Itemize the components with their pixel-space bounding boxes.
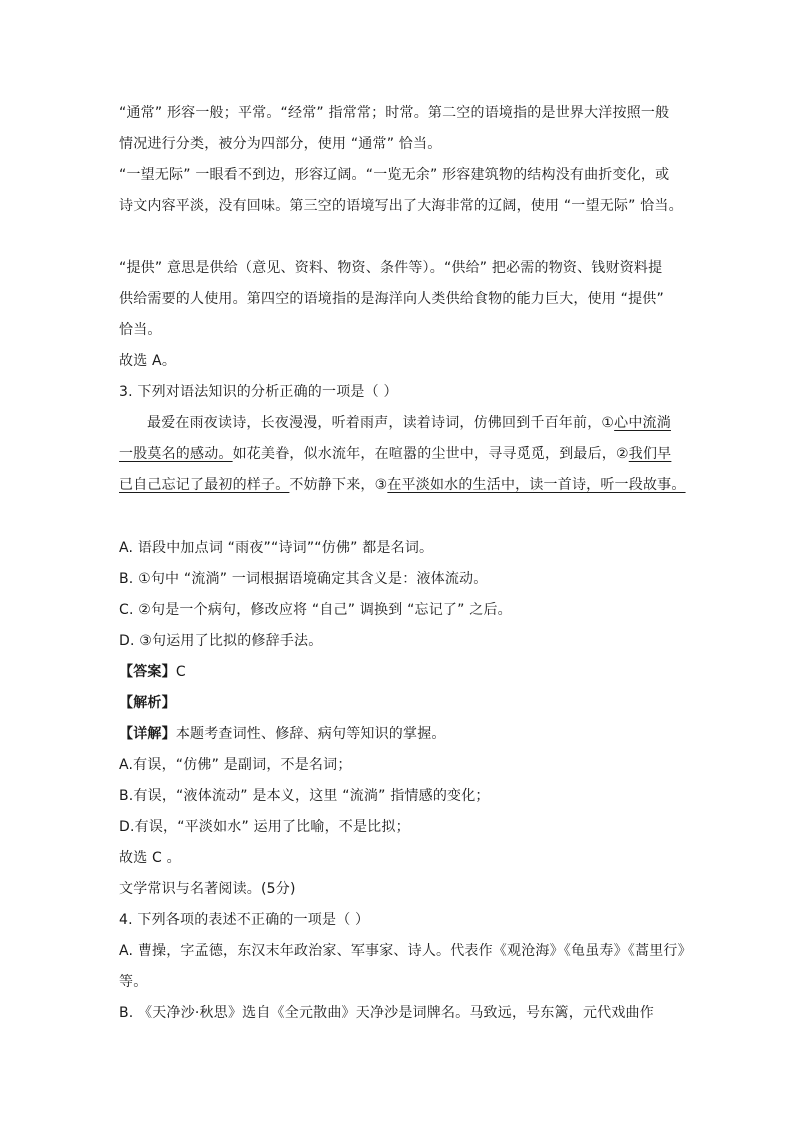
- explanation-line-1: “通常” 形容一般；平常。“经常” 指常常；时常。第二空的语境指的是世界大洋按照一般: [119, 105, 670, 121]
- explanation-line-5: “提供” 意思是供给（意见、资料、物资、条件等）。“供给” 把必需的物资、钱财资料提: [119, 260, 663, 276]
- analysis-label: 【解析】: [119, 695, 176, 711]
- passage-line-1: [147, 413, 671, 433]
- explanation-line-3: “一望无际” 一眼看不到边，形容辽阔。“一览无余” 形容建筑物的结构没有曲折变化，或: [119, 167, 670, 183]
- explanation-line-8: 故选 A。: [119, 353, 177, 369]
- option-d: D. ③句运用了比拟的修辞手法。: [119, 633, 323, 649]
- detail-line: [119, 724, 446, 744]
- passage-line-3: [119, 475, 686, 495]
- section-title: 文学常识与名著阅读。(5分): [119, 881, 296, 897]
- detail-line-d: D.有误，“平淡如水” 运用了比喻，不是比拟；: [119, 819, 410, 835]
- passage-underline-3: 在平淡如水的生活中，读一首诗，听一段故事。: [387, 477, 686, 493]
- detail-line-b: B.有误，“液体流动” 是本义，这里 “流淌” 指情感的变化；: [119, 788, 490, 804]
- explanation-line-4: 诗文内容平淡，没有回味。第三空的语境写出了大海非常的辽阔，使用 “一望无际” 恰当。: [119, 198, 683, 214]
- detail-text: 本题考查词性、修辞、病句等知识的掌握。: [175, 726, 446, 742]
- detail-line-conclusion: 故选 C 。: [119, 850, 181, 866]
- passage-underline-2b: 已自己忘记了最初的样子。: [119, 477, 290, 493]
- option-b: B. ①句中 “流淌” 一词根据语境确定其含义是：液体流动。: [119, 571, 488, 587]
- question4-option-a-line-2: 等。: [119, 974, 148, 990]
- answer-value: C: [175, 664, 186, 680]
- question4-option-a-line-1: A. 曹操，字孟德，东汉末年政治家、军事家、诗人。代表作《观沧海》《龟虽寿》《蒿里行》: [119, 943, 692, 959]
- explanation-line-2: 情况进行分类，被分为四部分，使用 “通常” 恰当。: [119, 136, 442, 152]
- passage-underline-1b: 一股莫名的感动。: [119, 446, 233, 462]
- passage-line-2: [119, 444, 671, 464]
- passage-line-1-text: 最爱在雨夜读诗，长夜漫漫，听着雨声，读着诗词，仿佛回到千百年前，①: [147, 415, 615, 431]
- question4-stem: 4. 下列各项的表述不正确的一项是（ ）: [119, 912, 370, 928]
- explanation-line-6: 供给需要的人使用。第四空的语境指的是海洋向人类供给食物的能力巨大，使用 “提供”: [119, 291, 664, 307]
- passage-underline-2a: 我们早: [628, 446, 672, 462]
- passage-line-3-text: 不妨静下来，③: [289, 477, 388, 493]
- answer-line: [119, 662, 186, 682]
- passage-line-2-text: 如花美眷，似水流年，在喧嚣的尘世中，寻寻觅觅，到最后，②: [232, 446, 629, 462]
- answer-label: 【答案】: [119, 664, 176, 680]
- question4-option-b-line-1: B. 《天净沙·秋思》选自《全元散曲》天净沙是词牌名。马致远，号东篱，元代戏曲作: [119, 1005, 654, 1021]
- option-a: A. 语段中加点词 “雨夜”“诗词”“仿佛” 都是名词。: [119, 540, 434, 556]
- detail-label: 【详解】: [119, 726, 176, 742]
- passage-underline-1a: 心中流淌: [614, 415, 671, 431]
- option-c: C. ②句是一个病句，修改应将 “自己” 调换到 “忘记了” 之后。: [119, 602, 512, 618]
- question3-stem: 3. 下列对语法知识的分析正确的一项是（ ）: [119, 384, 398, 400]
- explanation-line-7: 恰当。: [119, 322, 162, 338]
- detail-line-a: A.有误，“仿佛” 是副词，不是名词；: [119, 757, 352, 773]
